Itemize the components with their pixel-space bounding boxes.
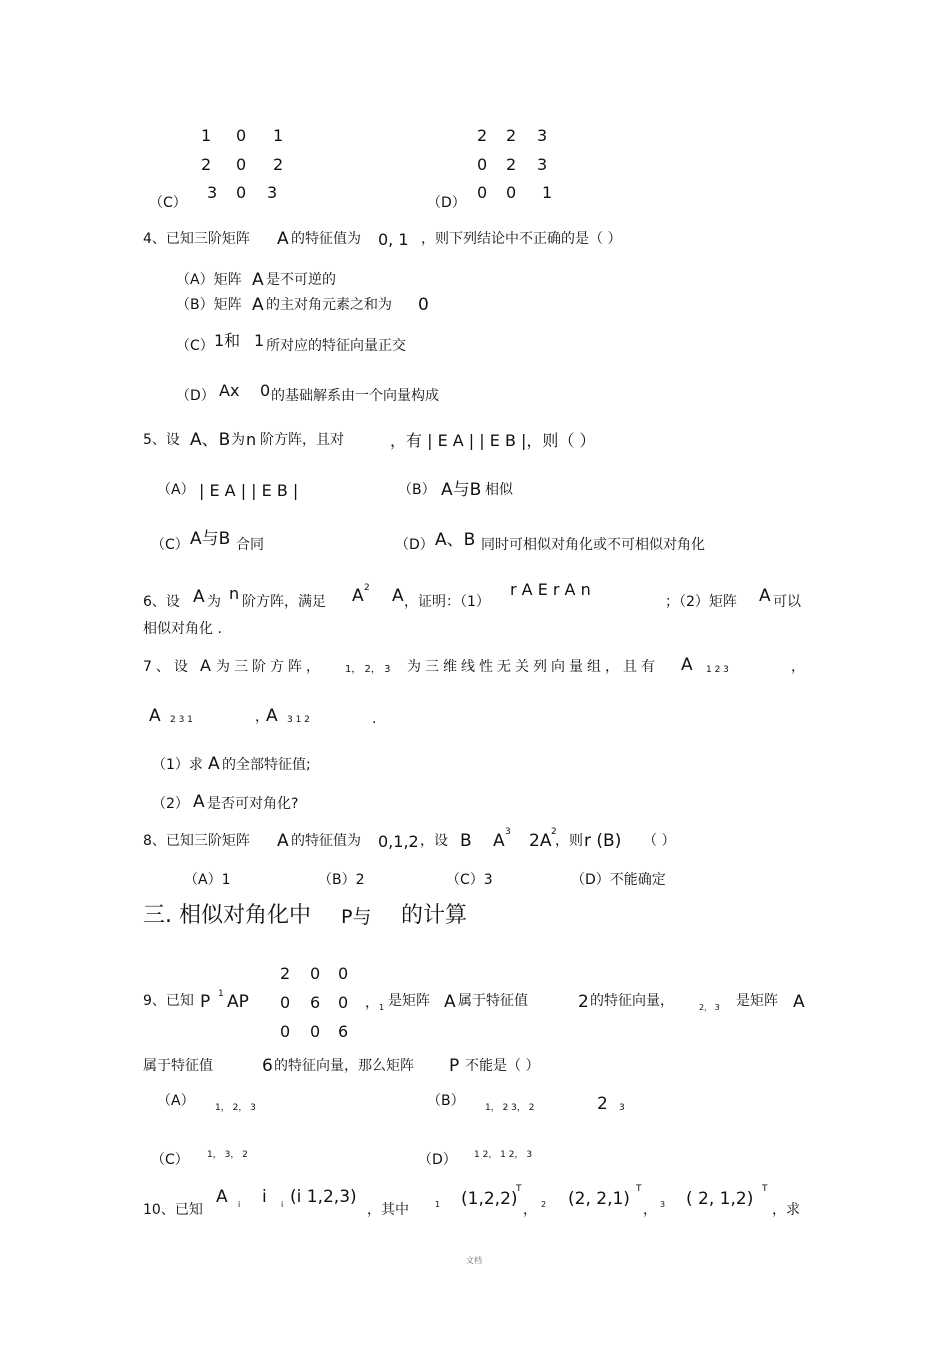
q6-A3: A xyxy=(392,586,404,606)
q7-p1-text: 的全部特征值; xyxy=(222,757,311,773)
q9-opt-c-math: 1， 3， 2 xyxy=(207,1150,248,1160)
q7-stem-c: 为三维线性无关列向量组，且有 xyxy=(407,659,659,675)
q5-opt-b-text: 相似 xyxy=(485,482,513,498)
matrix-c-r1c2: 0 xyxy=(236,126,247,145)
matrix-c-r1c3: 1 xyxy=(273,126,284,145)
q6-n: n xyxy=(229,584,240,603)
q10-sep1: ， xyxy=(523,1202,537,1218)
q10-sub-i1: i xyxy=(238,1200,241,1209)
q5-stem-b: 阶方阵，且对 xyxy=(260,432,344,448)
q5-opt-a-math: | E A | | E B | xyxy=(199,481,299,500)
q9-two: 2 xyxy=(578,992,589,1012)
q7-p2-label: （2） xyxy=(152,796,189,812)
q4-opt-a-A: A xyxy=(252,270,264,290)
q7-l2-sub2: 3 1 2 xyxy=(287,715,310,725)
q6-stem-c: ，证明：（1） xyxy=(404,594,490,610)
q10-s2: 2 xyxy=(541,1200,547,1209)
q10-s1: 1 xyxy=(435,1200,441,1209)
q10-v1: (1,2,2) xyxy=(461,1189,518,1209)
matrix-d-r3c2: 0 xyxy=(506,183,517,202)
q5-opt-a-label: （A） xyxy=(157,482,195,498)
q4-matrix-A: A xyxy=(277,229,289,249)
q8-stem-d: ，则 xyxy=(555,833,583,849)
matrix-d-r3c1: 0 xyxy=(477,183,488,202)
q6-stem-d: ；（2）矩阵 xyxy=(665,594,737,610)
q6-sup2: 2 xyxy=(364,583,370,593)
q10-v3: ( 2, 1,2) xyxy=(686,1189,754,1209)
matrix-d-r1c3: 3 xyxy=(537,126,548,145)
q9-opt-b-math: 1， 2 3， 2 xyxy=(485,1103,535,1113)
q6-stem-e: 可以 xyxy=(773,594,801,610)
q7-l2-A1: A xyxy=(149,706,161,726)
q8-opt-b: （B）2 xyxy=(318,872,365,888)
q5-opt-d-math: A、B xyxy=(435,530,476,550)
q10-i: i xyxy=(262,1187,267,1207)
q7-p2-A: A xyxy=(193,792,205,812)
q6-A2: A xyxy=(352,586,364,606)
q5-opt-d-label: （D） xyxy=(395,537,434,553)
q5-opt-b-label: （B） xyxy=(398,482,436,498)
q9-m-r2c3: 0 xyxy=(338,993,349,1012)
q7-comma: ， xyxy=(791,659,805,675)
matrix-c-r3c1: 3 xyxy=(207,183,218,202)
q10-T1: T xyxy=(516,1184,522,1194)
q9-A2: A xyxy=(793,992,805,1012)
q10-v2: (2, 2,1) xyxy=(568,1189,630,1209)
section-title-P: P与 xyxy=(341,906,372,928)
q4-opt-b-zero: 0 xyxy=(418,295,429,315)
q9-stem-d: 的特征向量， xyxy=(590,993,674,1009)
q10-stem-b: ，其中 xyxy=(367,1202,409,1218)
q9-m-r1c2: 0 xyxy=(310,964,321,983)
q8-eigenvalues: 0,1,2 xyxy=(378,832,419,851)
q7-A2: A xyxy=(681,655,693,675)
q10-sep2: ， xyxy=(643,1202,657,1218)
q7-p1-label: （1）求 xyxy=(152,757,203,773)
matrix-d-r1c2: 2 xyxy=(506,126,517,145)
q7-l2-sub1: 2 3 1 xyxy=(170,715,193,725)
q9-opt-c-label: （C） xyxy=(151,1152,189,1168)
section-title-a: 三. 相似对角化中 xyxy=(143,903,311,928)
q9-m-r1c1: 2 xyxy=(280,964,291,983)
q9-m-r1c3: 0 xyxy=(338,964,349,983)
q5-opt-c-math: A与B xyxy=(190,529,231,549)
q8-sup2: 2 xyxy=(551,827,557,837)
q6-A4: A xyxy=(759,586,771,606)
q9-six: 6 xyxy=(262,1056,273,1076)
section-title-b: 的计算 xyxy=(401,903,468,928)
q9-subs23: 2， 3 xyxy=(699,1003,720,1012)
q8-B: B xyxy=(460,831,472,851)
q10-stem-a: 10、已知 xyxy=(143,1202,203,1218)
matrix-d-r2c2: 2 xyxy=(506,155,517,174)
q9-opt-a-label: （A） xyxy=(157,1093,195,1109)
q9-stem-e: 是矩阵 xyxy=(736,993,778,1009)
q4-stem-c: ，则下列结论中不正确的是（ ） xyxy=(421,231,622,247)
q4-stem-a: 4、已知三阶矩阵 xyxy=(143,231,250,247)
q9-P: P xyxy=(200,992,211,1012)
q9-m-r2c1: 0 xyxy=(280,993,291,1012)
q4-opt-d-text: 的基础解系由一个向量构成 xyxy=(271,388,439,404)
matrix-d-r1c1: 2 xyxy=(477,126,488,145)
matrix-c-label: （C） xyxy=(149,195,187,211)
q5-AB: A、B xyxy=(190,430,231,450)
q9-AP: AP xyxy=(227,992,249,1012)
q7-eq1-subs: 1 2 3 xyxy=(706,665,729,675)
q5-stem-a: 5、设 xyxy=(143,432,180,448)
q9-opt-d-math: 1 2， 1 2， 3 xyxy=(474,1150,533,1160)
q4-opt-d-math1: Ax xyxy=(219,381,240,400)
q7-p2-text: 是否可对角化? xyxy=(207,796,299,812)
q4-opt-b-text: 的主对角元素之和为 xyxy=(266,297,392,313)
q10-range: (i 1,2,3) xyxy=(290,1187,357,1207)
q9-m-r3c3: 6 xyxy=(338,1022,349,1041)
q4-opt-d-math2: 0 xyxy=(260,381,271,400)
q9-m-r3c2: 0 xyxy=(310,1022,321,1041)
q9-comma: ， xyxy=(365,995,379,1011)
q8-opt-c: （C）3 xyxy=(446,872,493,888)
q4-opt-c-math2: 1 xyxy=(254,331,265,350)
q10-stem-c: ，求 xyxy=(772,1202,800,1218)
matrix-d-label: （D） xyxy=(427,195,466,211)
q9-opt-b-label: （B） xyxy=(427,1093,465,1109)
matrix-c-r3c3: 3 xyxy=(267,183,278,202)
q7-A: A xyxy=(200,656,211,675)
q4-opt-a-text: 是不可逆的 xyxy=(266,272,336,288)
q7-l2-end: . xyxy=(372,711,377,727)
q6-stem-b: 阶方阵，满足 xyxy=(242,594,326,610)
q8-rank-B: r (B) xyxy=(584,831,622,851)
q8-stem-e: （ ） xyxy=(643,833,676,849)
q4-opt-a-label: （A）矩阵 xyxy=(176,272,242,288)
q9-stem-a: 9、已知 xyxy=(143,993,194,1009)
q4-opt-c-math1: 1和 xyxy=(214,331,241,350)
q9-opt-d-label: （D） xyxy=(418,1152,457,1168)
q9-m-r3c1: 0 xyxy=(280,1022,291,1041)
q7-l2-A2: A xyxy=(266,706,278,726)
matrix-d-r2c1: 0 xyxy=(477,155,488,174)
q4-stem-b: 的特征值为 xyxy=(291,231,361,247)
matrix-c-r2c1: 2 xyxy=(201,155,212,174)
matrix-d-r3c3: 1 xyxy=(542,183,553,202)
q8-stem-a: 8、已知三阶矩阵 xyxy=(143,833,250,849)
q9-sup-inv: 1 xyxy=(218,989,224,999)
page-footer: 文档 xyxy=(466,1256,482,1265)
q8-opt-d: （D）不能确定 xyxy=(571,872,666,888)
q9-sub1: 1 xyxy=(379,1003,385,1012)
q8-A3: A xyxy=(493,831,505,851)
q7-stem-a: 7、设 xyxy=(143,659,192,675)
q9-A: A xyxy=(444,992,456,1012)
q5-opt-c-label: （C） xyxy=(151,537,189,553)
q8-2A: 2A xyxy=(529,831,552,851)
q9-P2: P xyxy=(449,1056,460,1076)
q9-m-r2c2: 6 xyxy=(310,993,321,1012)
q5-n: n xyxy=(246,430,257,449)
q4-opt-d-label: （D） xyxy=(176,388,215,404)
q5-wei: 为 xyxy=(231,432,245,448)
q6-line2: 相似对角化 . xyxy=(143,621,222,637)
q4-opt-b-A: A xyxy=(252,295,264,315)
q10-T2: T xyxy=(636,1184,642,1194)
q8-A: A xyxy=(277,831,289,851)
q10-A: A xyxy=(216,1187,228,1207)
q8-sup3: 3 xyxy=(505,827,511,837)
matrix-c-r2c2: 0 xyxy=(236,155,247,174)
q10-sub-i2: i xyxy=(281,1200,284,1209)
q5-opt-c-text: 合同 xyxy=(236,537,264,553)
q6-stem-a: 6、设 xyxy=(143,594,180,610)
q10-s3: 3 xyxy=(660,1200,666,1209)
q10-T3: T xyxy=(762,1184,768,1194)
q9-stem-b: 是矩阵 xyxy=(388,993,430,1009)
q7-stem-b: 为三阶方阵， xyxy=(216,659,324,675)
q8-opt-a: （A）1 xyxy=(184,872,231,888)
q9-l2-a: 属于特征值 xyxy=(143,1058,213,1074)
matrix-c-r2c3: 2 xyxy=(273,155,284,174)
q9-l2-b: 的特征向量，那么矩阵 xyxy=(274,1058,414,1074)
q4-eigenvalues: 0, 1 xyxy=(378,230,409,249)
q5-stem-c: ，有 | E A | | E B |，则（ ） xyxy=(390,431,596,450)
q7-p1-A: A xyxy=(208,754,220,774)
q6-rank-eq: r A E r A n xyxy=(510,580,591,599)
q8-stem-c: ，设 xyxy=(420,833,448,849)
q9-l2-c: 不能是（ ） xyxy=(465,1058,540,1074)
matrix-c-r1c1: 1 xyxy=(201,126,212,145)
q4-opt-c-label: （C） xyxy=(176,338,214,354)
q9-opt-b-two: 2 xyxy=(597,1094,608,1114)
q9-opt-a-math: 1， 2， 3 xyxy=(215,1103,256,1113)
q8-stem-b: 的特征值为 xyxy=(291,833,361,849)
q5-opt-d-text: 同时可相似对角化或不可相似对角化 xyxy=(481,537,705,553)
q7-l2-sep: ， xyxy=(255,709,269,725)
q7-subscripts: 1， 2， 3 xyxy=(345,664,391,675)
q6-A: A xyxy=(193,587,205,607)
q6-wei: 为 xyxy=(207,594,221,610)
q9-opt-b-sub: 3 xyxy=(619,1103,625,1113)
q9-stem-c: 属于特征值 xyxy=(458,993,528,1009)
q5-opt-b-math: A与B xyxy=(441,480,482,500)
matrix-c-r3c2: 0 xyxy=(236,183,247,202)
matrix-d-r2c3: 3 xyxy=(537,155,548,174)
q4-opt-b-label: （B）矩阵 xyxy=(176,297,242,313)
q4-opt-c-text: 所对应的特征向量正交 xyxy=(266,338,406,354)
